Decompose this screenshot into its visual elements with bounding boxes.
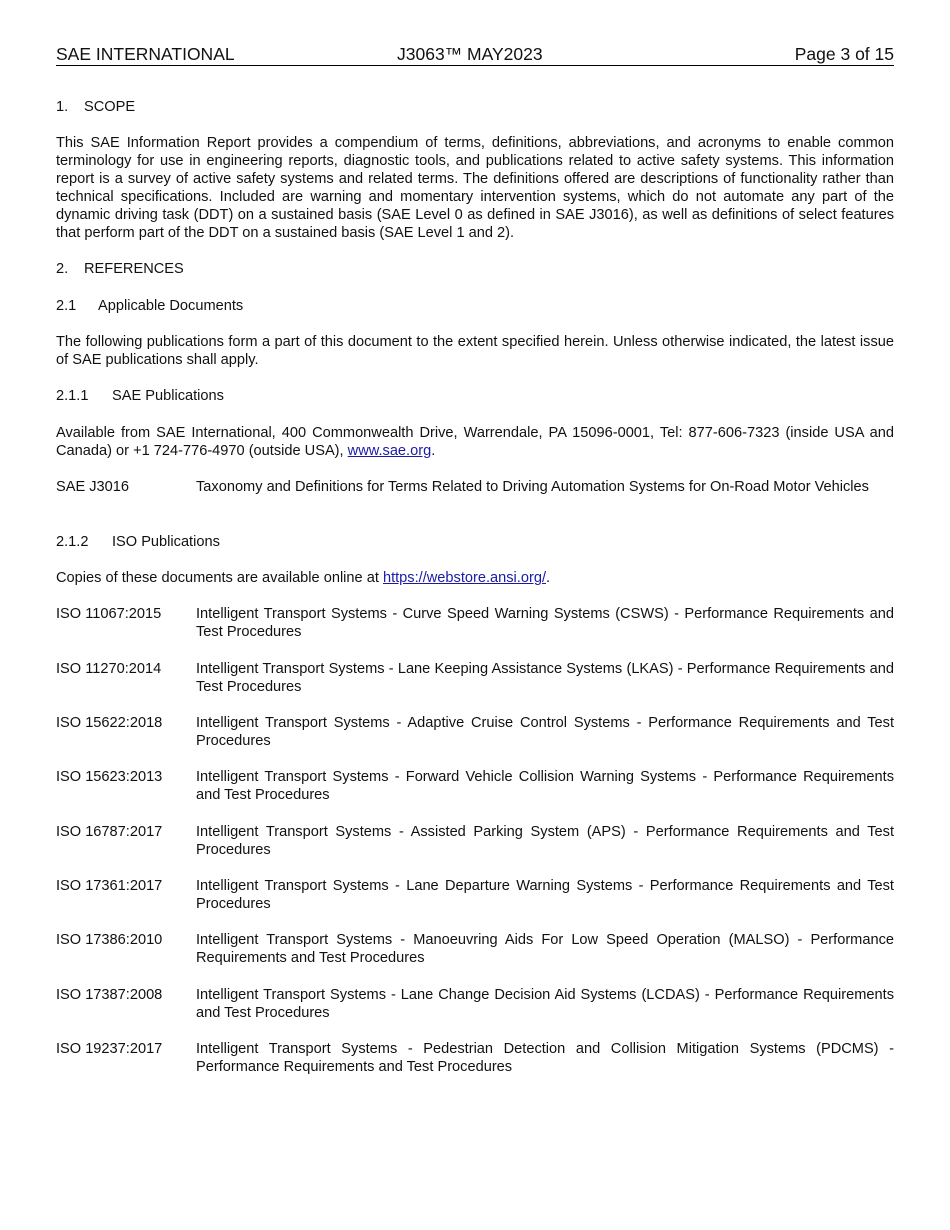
section-number: 2.1 [56,298,77,314]
reference-code: ISO 11067:2015 [56,606,162,622]
section-title: ISO Publications [112,534,220,550]
sae-availability-paragraph [56,424,894,460]
reference-title: Intelligent Transport Systems - Assisted Parking System (APS) - Performance Requirements and Test Procedures [196,824,894,858]
section-title: SAE Publications [112,388,224,404]
reference-title: Intelligent Transport Systems - Curve Speed Warning Systems (CSWS) - Performance Requirements and Test Procedures [196,606,894,640]
reference-code: ISO 17387:2008 [56,987,163,1003]
reference-title: Intelligent Transport Systems - Lane Keeping Assistance Systems (LKAS) - Performance Requirements and Test Procedures [196,661,894,695]
reference-title: Intelligent Transport Systems - Manoeuvring Aids For Low Speed Operation (MALSO) - Performance Requirements and Test Procedures [196,932,894,966]
scope-paragraph: This SAE Information Report provides a compendium of terms, definitions, abbreviations, and acronyms to enable common terminology for use in engineering reports, diagnostic tools, and publications related to active safety systems. This information report is a survey of active safety systems and related terms. The definitions offered are descriptions of functionality rather than technical specifications. Included are warning and momentary intervention systems, which do not automate any part of the dynamic driving task (DDT) on a sustained basis (SAE Level 0 as defined in SAE J3016), as well as definitions of select features that perform part of the DDT on a sustained basis (SAE Level 1 and 2). [56,135,894,241]
section-title: REFERENCES [84,261,184,277]
reference-code: ISO 15622:2018 [56,715,163,731]
reference-title: Intelligent Transport Systems - Lane Departure Warning Systems - Performance Requirements and Test Procedures [196,878,894,912]
page-header [56,44,894,66]
reference-title: Intelligent Transport Systems - Adaptive Cruise Control Systems - Performance Requirements and Test Procedures [196,715,894,749]
section-number: 1. [56,99,69,115]
reference-code: ISO 17386:2010 [56,932,163,948]
reference-title: Intelligent Transport Systems - Forward Vehicle Collision Warning Systems - Performance Requirements and Test Procedures [196,769,894,803]
header-page-number: Page 3 of 15 [794,44,894,64]
availability-text-end: . [431,443,436,459]
iso-availability-paragraph [56,569,894,587]
section-number: 2.1.1 [56,388,89,404]
reference-code: ISO 19237:2017 [56,1041,163,1057]
sae-website-link[interactable]: www.sae.org [347,443,432,459]
availability-text: Copies of these documents are available online at [56,570,383,586]
document-page [56,44,894,1075]
applicable-paragraph: The following publications form a part of this document to the extent specified herein. Unless otherwise indicated, the latest issue of SAE publications shall apply. [56,334,894,368]
reference-code: SAE J3016 [56,479,130,495]
reference-code: ISO 17361:2017 [56,878,163,894]
availability-text-end: . [546,570,551,586]
section-title: Applicable Documents [98,298,244,314]
reference-title: Taxonomy and Definitions for Terms Related to Driving Automation Systems for On-Road Motor Vehicles [196,479,869,495]
reference-title: Intelligent Transport Systems - Pedestrian Detection and Collision Mitigation Systems (PDCMS) - Performance Requirements and Test Procedures [196,1041,894,1075]
section-heading-iso-publications [56,533,220,551]
reference-title: Intelligent Transport Systems - Lane Change Decision Aid Systems (LCDAS) - Performance Requirements and Test Procedures [196,987,894,1021]
section-title: SCOPE [84,99,136,115]
ansi-webstore-link[interactable]: https://webstore.ansi.org/ [382,570,546,586]
reference-code: ISO 11270:2014 [56,661,162,677]
availability-text: Available from SAE International, 400 Commonwealth Drive, Warrendale, PA 15096-0001, Tel: 877-606-7323 (inside USA and Canada) or +1 724-776-4970 (outside USA), [56,425,894,459]
section-number: 2.1.2 [56,534,89,550]
header-org: SAE INTERNATIONAL [56,44,235,64]
section-heading-references [56,260,184,278]
reference-code: ISO 15623:2013 [56,769,163,785]
section-heading-sae-publications [56,387,224,405]
section-heading-scope [56,98,135,116]
reference-code: ISO 16787:2017 [56,824,163,840]
header-doc-id: J3063™ MAY2023 [397,44,543,64]
section-heading-applicable-documents [56,297,243,315]
section-number: 2. [56,261,69,277]
